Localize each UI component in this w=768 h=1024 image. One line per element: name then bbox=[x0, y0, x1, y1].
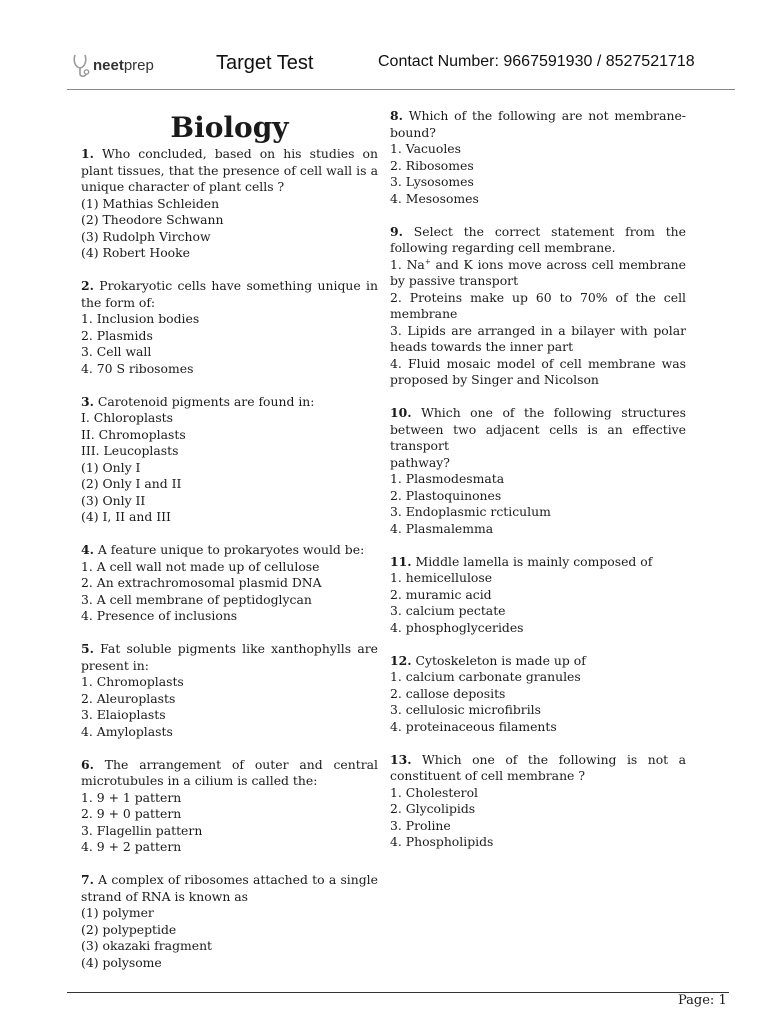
question-text bbox=[81, 146, 378, 196]
option: 1. Na+ and K ions move across cell membrane by passive transport bbox=[390, 256, 686, 288]
option: (4) Robert Hooke bbox=[81, 245, 190, 260]
option: (1) Mathias Schleiden bbox=[81, 195, 220, 211]
question-number: 1. bbox=[81, 146, 94, 161]
option: 2. muramic acid bbox=[390, 586, 492, 602]
option: 3. Cell wall bbox=[81, 344, 152, 359]
question-7 bbox=[81, 872, 378, 971]
question-number: 7. bbox=[81, 872, 94, 887]
question-text bbox=[81, 872, 378, 905]
question-stem: A complex of ribosomes attached to a single strand of RNA is known as bbox=[81, 872, 378, 904]
question-number: 2. bbox=[81, 278, 94, 293]
question-number: 4. bbox=[81, 542, 94, 557]
option: 4. 70 S ribosomes bbox=[81, 360, 194, 376]
question-number: 10. bbox=[390, 405, 412, 420]
option: (1) Only I bbox=[81, 459, 141, 475]
question-stem: Select the correct statement from the following regarding cell membrane. bbox=[390, 223, 686, 255]
option: III. Leucoplasts bbox=[81, 443, 179, 458]
question-stem: Which of the following are not membrane-bound? bbox=[390, 108, 686, 140]
question-stem: Carotenoid pigments are found in: bbox=[97, 393, 315, 409]
option: 2. 9 + 0 pattern bbox=[81, 806, 182, 821]
question-stem-continued: pathway? bbox=[390, 454, 450, 470]
option: 3. Endoplasmic rcticulum bbox=[390, 504, 551, 519]
option: (4) polysome bbox=[81, 954, 162, 970]
option: 4. Fluid mosaic model of cell membrane was proposed by Singer and Nicolson bbox=[390, 355, 686, 387]
question-9 bbox=[390, 224, 686, 389]
question-number: 11. bbox=[390, 553, 412, 569]
question-13 bbox=[390, 752, 686, 851]
option: 2. Plasmids bbox=[81, 327, 153, 343]
option: (2) polypeptide bbox=[81, 921, 177, 937]
subject-heading: Biology bbox=[170, 111, 289, 144]
question-text bbox=[81, 757, 378, 790]
right-column bbox=[390, 108, 686, 867]
footer-divider bbox=[67, 992, 729, 993]
question-3 bbox=[81, 394, 378, 526]
question-stem: A feature unique to prokaryotes would be: bbox=[97, 542, 365, 557]
question-stem: Who concluded, based on his studies on plant tissues, that the presence of cell wall is a unique character of plant cells ? bbox=[81, 146, 378, 194]
option: (2) Theodore Schwann bbox=[81, 212, 224, 227]
question-text bbox=[81, 278, 378, 311]
question-6 bbox=[81, 757, 378, 856]
question-stem: The arrangement of outer and central microtubules in a cilium is called the: bbox=[81, 756, 378, 788]
question-number: 5. bbox=[81, 641, 94, 656]
option: (3) Rudolph Virchow bbox=[81, 228, 211, 244]
option: 4. Presence of inclusions bbox=[81, 608, 238, 623]
option: 1. Inclusion bodies bbox=[81, 311, 200, 326]
option: 3. Lysosomes bbox=[390, 174, 474, 189]
question-11 bbox=[390, 554, 686, 637]
question-stem: Cytoskeleton is made up of bbox=[415, 652, 586, 668]
question-number: 6. bbox=[81, 756, 94, 772]
option: 1. Chromoplasts bbox=[81, 674, 184, 689]
option: 1. 9 + 1 pattern bbox=[81, 789, 182, 805]
option: 3. Proline bbox=[390, 817, 451, 833]
option: 2. Glycolipids bbox=[390, 801, 476, 816]
option: (3) okazaki fragment bbox=[81, 938, 213, 953]
option: 2. Aleuroplasts bbox=[81, 690, 176, 706]
option: 2. Proteins make up 60 to 70% of the cell membrane bbox=[390, 289, 686, 321]
option: 4. 9 + 2 pattern bbox=[81, 839, 182, 854]
question-text bbox=[81, 641, 378, 674]
option: 1. hemicellulose bbox=[390, 570, 493, 585]
option: 3. Lipids are arranged in a bilayer with polar heads towards the inner part bbox=[390, 322, 686, 354]
option: 1. A cell wall not made up of cellulose bbox=[81, 558, 320, 574]
question-4 bbox=[81, 542, 378, 625]
option: 4. Plasmalemma bbox=[390, 520, 494, 536]
question-text bbox=[390, 653, 686, 670]
left-column bbox=[81, 108, 378, 988]
question-stem: Fat soluble pigments like xanthophylls are present in: bbox=[81, 641, 378, 673]
header-divider bbox=[67, 89, 735, 90]
option: (3) Only II bbox=[81, 492, 146, 508]
question-number: 3. bbox=[81, 393, 94, 409]
question-1 bbox=[81, 146, 378, 262]
option: 1. calcium carbonate granules bbox=[390, 669, 581, 684]
question-stem: Which one of the following structures between two adjacent cells is an effective transport bbox=[390, 405, 686, 453]
option: (1) polymer bbox=[81, 905, 154, 920]
option: 4. Amyloplasts bbox=[81, 723, 173, 739]
contact-number: Contact Number: 9667591930 / 8527521718 bbox=[378, 53, 695, 70]
question-stem: Which one of the following is not a constituent of cell membrane ? bbox=[390, 751, 686, 783]
question-text bbox=[390, 405, 686, 455]
question-stem: Middle lamella is mainly composed of bbox=[415, 553, 653, 569]
question-2 bbox=[81, 278, 378, 377]
question-text bbox=[390, 224, 686, 257]
question-text bbox=[390, 108, 686, 141]
question-stem: Prokaryotic cells have something unique in the form of: bbox=[81, 278, 378, 310]
question-12 bbox=[390, 653, 686, 736]
option: 1. Cholesterol bbox=[390, 784, 478, 800]
logo-prep-text: prep bbox=[123, 56, 154, 74]
question-number: 8. bbox=[390, 108, 403, 123]
option: II. Chromoplasts bbox=[81, 426, 186, 442]
logo-neet-text: neet bbox=[93, 56, 124, 74]
question-10 bbox=[390, 405, 686, 537]
option: 3. cellulosic microfibrils bbox=[390, 702, 541, 717]
option: 2. Ribosomes bbox=[390, 157, 474, 173]
page-header bbox=[0, 0, 768, 92]
neetprep-logo bbox=[72, 50, 154, 80]
option: 3. A cell membrane of peptidoglycan bbox=[81, 591, 312, 607]
test-title: Target Test bbox=[216, 52, 314, 74]
question-5 bbox=[81, 641, 378, 740]
question-text bbox=[390, 752, 686, 785]
question-text bbox=[81, 542, 378, 559]
option: (2) Only I and II bbox=[81, 476, 182, 491]
option: 2. An extrachromosomal plasmid DNA bbox=[81, 575, 322, 590]
question-text bbox=[81, 394, 378, 411]
option: 4. phosphoglycerides bbox=[390, 619, 524, 635]
option: 2. Plastoquinones bbox=[390, 487, 502, 503]
option: 4. Mesosomes bbox=[390, 190, 479, 206]
option: 3. Elaioplasts bbox=[81, 707, 166, 722]
option: 1. Plasmodesmata bbox=[390, 471, 505, 486]
question-8 bbox=[390, 108, 686, 207]
question-text bbox=[390, 554, 686, 571]
question-number: 12. bbox=[390, 652, 412, 668]
option: 3. calcium pectate bbox=[390, 603, 506, 618]
page-number: Page: 1 bbox=[678, 993, 727, 1008]
stethoscope-icon bbox=[72, 52, 92, 78]
question-number: 9. bbox=[390, 223, 403, 239]
option: 2. callose deposits bbox=[390, 685, 506, 701]
option: 3. Flagellin pattern bbox=[81, 822, 203, 838]
option: 4. Phospholipids bbox=[390, 834, 494, 849]
option: 4. proteinaceous filaments bbox=[390, 718, 557, 734]
question-number: 13. bbox=[390, 751, 412, 767]
option: I. Chloroplasts bbox=[81, 410, 174, 425]
option: (4) I, II and III bbox=[81, 509, 171, 524]
option: 1. Vacuoles bbox=[390, 141, 461, 156]
